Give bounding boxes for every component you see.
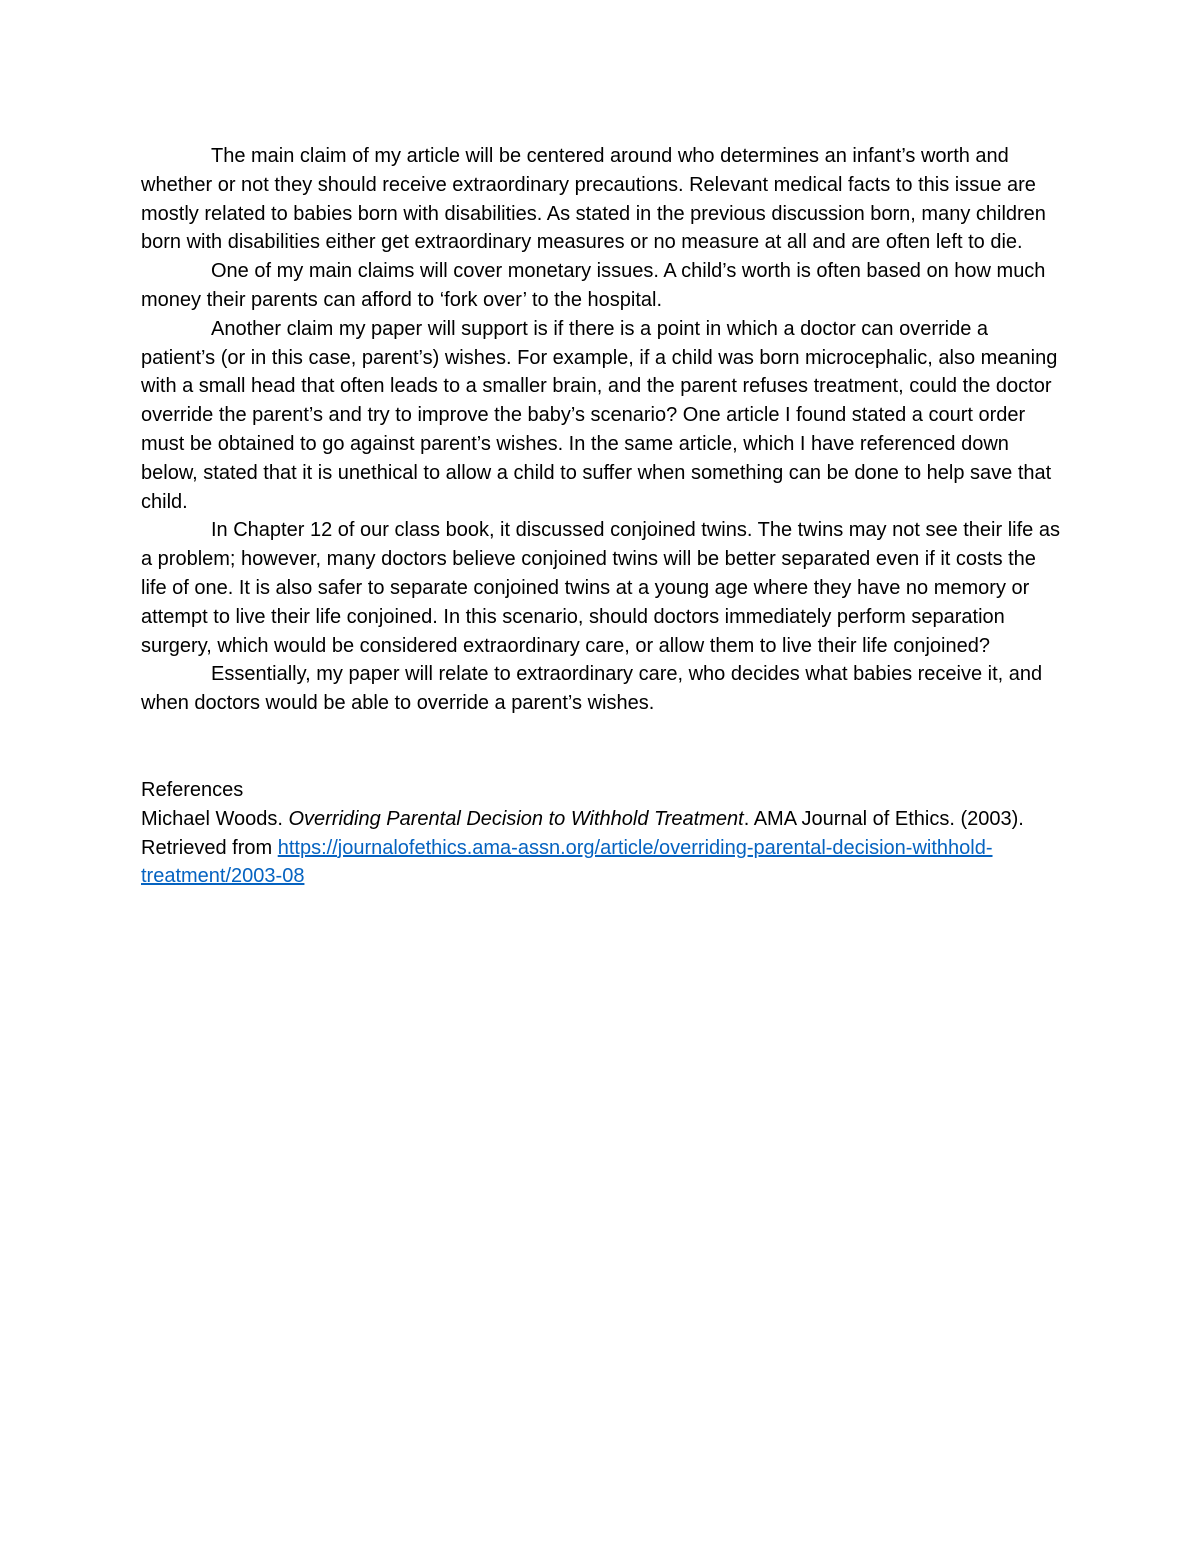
paragraph-conjoined-twins: In Chapter 12 of our class book, it discussed conjoined twins. The twins may not see their life as a problem; however, many doctors believe conjoined twins will be better separated even if it costs the life of one. It is also safer to separate conjoined twins at a young age where they have no memory or attempt to live their life conjoined. In this scenario, should doctors immediately perform separation surgery, which would be considered extraordinary care, or allow them to live their life conjoined? xyxy=(141,519,1060,657)
reference-entry xyxy=(141,805,1063,891)
reference-author: Michael Woods. xyxy=(141,807,289,830)
reference-link[interactable]: https://journalofethics.ama-assn.org/article/overriding-parental-decision-withhold-treatment/2003-08 xyxy=(141,836,993,888)
paragraph-main-claim: The main claim of my article will be centered around who determines an infant’s worth and whether or not they should receive extraordinary precautions. Relevant medical facts to this issue are mostly related to babies born with disabilities. As stated in the previous discussion born, many children born with disabilities either get extraordinary measures or no measure at all and are often left to die. xyxy=(141,145,1046,254)
paragraph-conclusion: Essentially, my paper will relate to extraordinary care, who decides what babies receive it, and when doctors would be able to override a parent’s wishes. xyxy=(141,663,1043,715)
section-spacer xyxy=(141,718,1063,776)
paragraph-doctor-override: Another claim my paper will support is if there is a point in which a doctor can override a patient’s (or in this case, parent’s) wishes. For example, if a child was born microcephalic, also meaning with a small head that often leads to a smaller brain, and the parent refuses treatment, could the doctor override the parent’s and try to improve the baby’s scenario? One article I found stated a court order must be obtained to go against parent’s wishes. In the same article, which I have referenced down below, stated that it is unethical to allow a child to suffer when something can be done to help save that child. xyxy=(141,317,1058,513)
paragraph-monetary-issues: One of my main claims will cover monetary issues. A child’s worth is often based on how much money their parents can afford to ‘fork over’ to the hospital. xyxy=(141,260,1046,311)
document-body xyxy=(141,142,1063,891)
reference-title: Overriding Parental Decision to Withhold Treatment xyxy=(288,807,744,830)
reference-source: . AMA Journal of Ethics. (2003). Retrieved from xyxy=(141,807,1024,859)
references-heading: References xyxy=(141,778,244,801)
